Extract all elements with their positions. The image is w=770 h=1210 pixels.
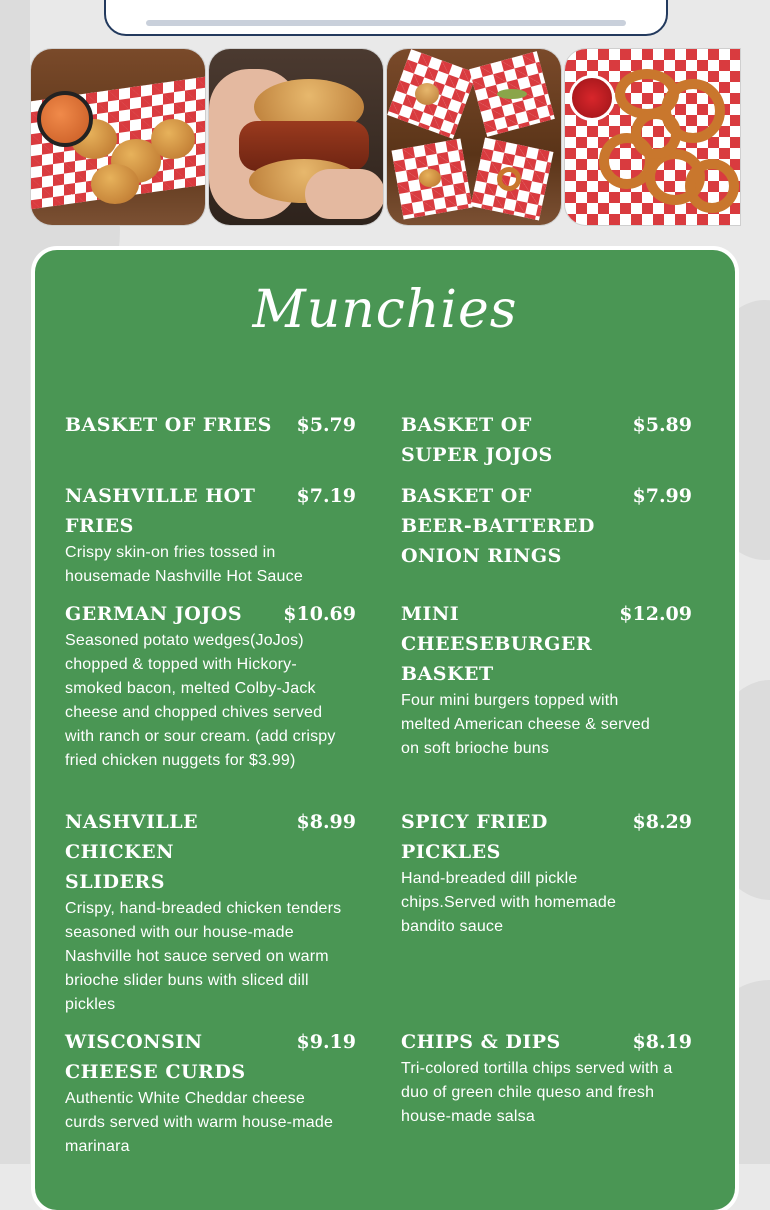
menu-item — [65, 599, 356, 773]
item-price: $10.69 — [283, 603, 356, 625]
table-spread-photo — [386, 48, 562, 226]
menu-item — [65, 807, 356, 1017]
munchies-menu-card — [35, 250, 735, 1210]
item-name: WISCONSIN CHEESE CURDS — [65, 1031, 246, 1083]
item-price: $9.19 — [296, 1031, 356, 1053]
photo-strip — [30, 48, 741, 226]
menu-item — [401, 481, 692, 571]
menu-item — [65, 1027, 356, 1159]
item-description: Seasoned potato wedges(JoJos) chopped & topped with Hickory-smoked bacon, melted Colby-Jack cheese and chopped chives served with ranch or sour cream. (add crispy fried chicken nuggets for $3.99) — [65, 632, 336, 769]
section-title: Munchies — [252, 280, 518, 340]
item-price: $12.09 — [619, 603, 692, 625]
item-name: CHIPS & DIPS — [401, 1031, 561, 1053]
item-description: Crispy skin-on fries tossed in housemade Nashville Hot Sauce — [65, 544, 303, 585]
header-banner-text-fragment — [146, 20, 626, 26]
item-name: MINI CHEESEBURGER BASKET — [401, 603, 593, 685]
left-edge-strip — [0, 0, 30, 1164]
item-price: $8.99 — [296, 811, 356, 833]
menu-item — [401, 599, 692, 761]
header-banner — [104, 0, 668, 36]
item-description: Authentic White Cheddar cheese curds served with warm house-made marinara — [65, 1090, 334, 1155]
menu-item — [65, 481, 356, 589]
item-price: $5.79 — [296, 414, 356, 436]
onion-rings-photo — [564, 48, 741, 226]
item-name: NASHVILLE CHICKEN SLIDERS — [65, 811, 199, 893]
item-description: Four mini burgers topped with melted American cheese & served on soft brioche buns — [401, 692, 650, 757]
item-price: $8.29 — [632, 811, 692, 833]
item-description: Tri-colored tortilla chips served with a duo of green chile queso and fresh house-made salsa — [401, 1060, 673, 1125]
item-price: $8.19 — [632, 1031, 692, 1053]
item-price: $5.89 — [632, 414, 692, 436]
chicken-sandwich-photo — [208, 48, 384, 226]
item-name: BASKET OF SUPER JOJOS — [401, 414, 553, 466]
item-name: SPICY FRIED PICKLES — [401, 811, 548, 863]
item-description: Crispy, hand-breaded chicken tenders seasoned with our house-made Nashville hot sauce served on warm brioche slider buns with sliced dill pickles — [65, 900, 342, 1013]
menu-item — [401, 410, 692, 470]
menu-item — [401, 807, 692, 939]
nuggets-photo — [30, 48, 206, 226]
item-name: NASHVILLE HOT FRIES — [65, 485, 256, 537]
item-name: GERMAN JOJOS — [65, 603, 243, 625]
menu-item — [401, 1027, 692, 1129]
item-price: $7.19 — [296, 485, 356, 507]
item-name: BASKET OF FRIES — [65, 414, 272, 436]
item-price: $7.99 — [632, 485, 692, 507]
item-name: BASKET OF BEER-BATTERED ONION RINGS — [401, 485, 595, 567]
menu-item — [65, 410, 356, 440]
item-description: Hand-breaded dill pickle chips.Served with homemade bandito sauce — [401, 870, 617, 935]
